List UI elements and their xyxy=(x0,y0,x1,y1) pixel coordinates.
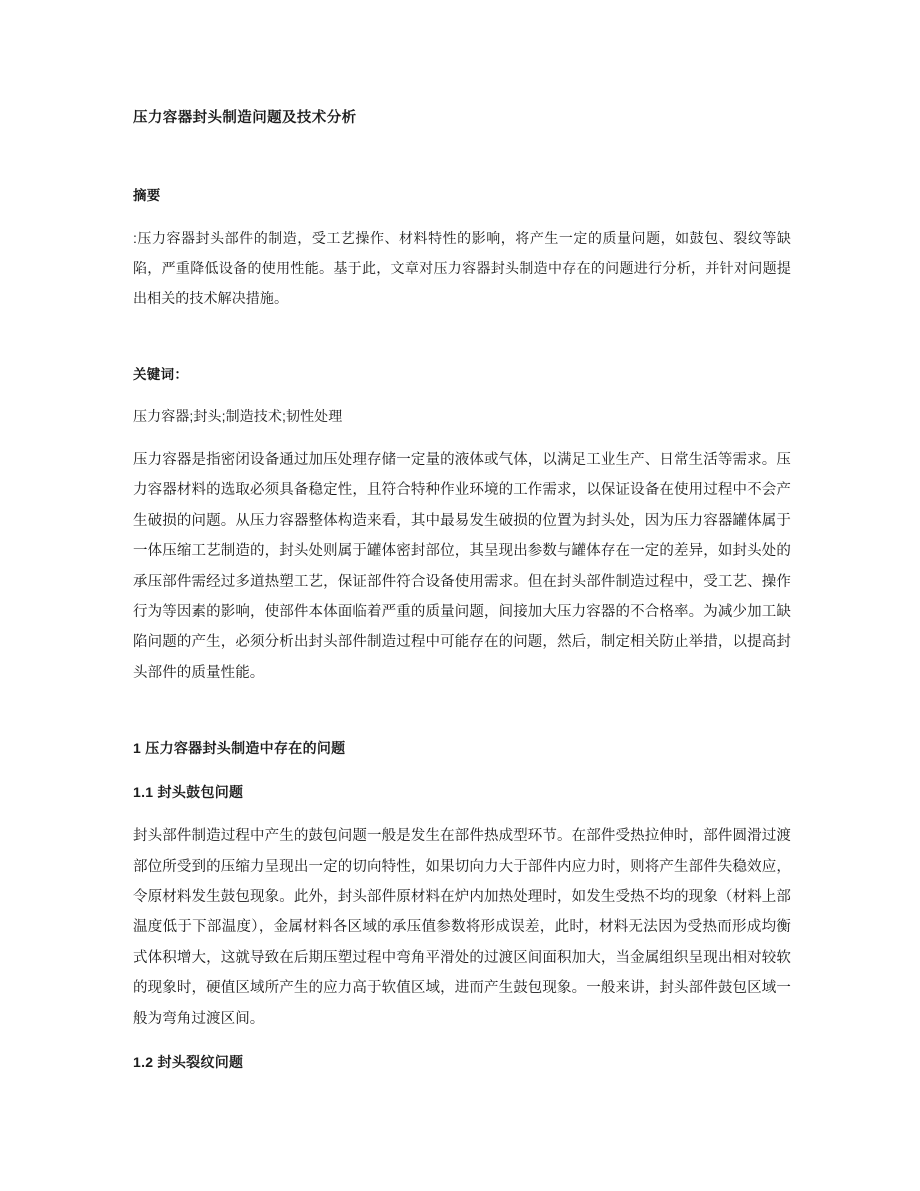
subsection-heading-1-1: 1.1 封头鼓包问题 xyxy=(133,784,244,801)
keywords-label: 关键词： xyxy=(133,367,189,382)
document-content xyxy=(133,0,791,1073)
keywords-text: 压力容器;封头;制造技术;韧性处理 xyxy=(133,408,343,424)
abstract-text: :压力容器封头部件的制造，受工艺操作、材料特性的影响，将产生一定的质量问题，如鼓包、裂纹等缺陷，严重降低设备的使用性能。基于此，文章对压力容器封头制造中存在的问题进行分析，并针对问题提出相关的技术解决措施。 xyxy=(133,230,791,306)
abstract-label: 摘要 xyxy=(133,188,161,203)
section-heading-1: 1 压力容器封头制造中存在的问题 xyxy=(133,740,346,757)
subsection-heading-1-2: 1.2 封头裂纹问题 xyxy=(133,1054,244,1071)
page-title: 压力容器封头制造问题及技术分析 xyxy=(133,110,357,126)
keywords-section xyxy=(133,327,791,431)
abstract-section xyxy=(133,129,791,313)
subsection-paragraph-1-1: 封头部件制造过程中产生的鼓包问题一般是发生在部件热成型环节。在部件受热拉伸时，部件圆滑过渡部位所受到的压缩力呈现出一定的切向特性，如果切向力大于部件内应力时，则将产生部件失稳效应，令原材料发生鼓包现象。此外，封头部件原材料在炉内加热处理时，如发生受热不均的现象（材料上部温度低于下部温度），金属材料各区域的承压值参数将形成误差，此时，材料无法因为受热而形成均衡式体积增大，这就导致在后期压塑过程中弯角平滑处的过渡区间面积加大，当金属组织呈现出相对较软的现象时，硬值区域所产生的应力高于软值区域，进而产生鼓包现象。一般来讲，封头部件鼓包区域一般为弯角过渡区间。 xyxy=(133,828,791,1027)
introduction-paragraph: 压力容器是指密闭设备通过加压处理存储一定量的液体或气体，以满足工业生产、日常生活等需求。压力容器材料的选取必须具备稳定性，且符合特种作业环境的工作需求，以保证设备在使用过程中不会产生破损的问题。从压力容器整体构造来看，其中最易发生破损的位置为封头处，因为压力容器罐体属于一体压缩工艺制造的，封头处则属于罐体密封部位，其呈现出参数与罐体存在一定的差异，如封头处的承压部件需经过多道热塑工艺，保证部件符合设备使用需求。但在封头部件制造过程中，受工艺、操作行为等因素的影响，使部件本体面临着严重的质量问题，间接加大压力容器的不合格率。为减少加工缺陷问题的产生，必须分析出封头部件制造过程中可能存在的问题，然后，制定相关防止举措，以提高封头部件的质量性能。 xyxy=(133,452,791,681)
